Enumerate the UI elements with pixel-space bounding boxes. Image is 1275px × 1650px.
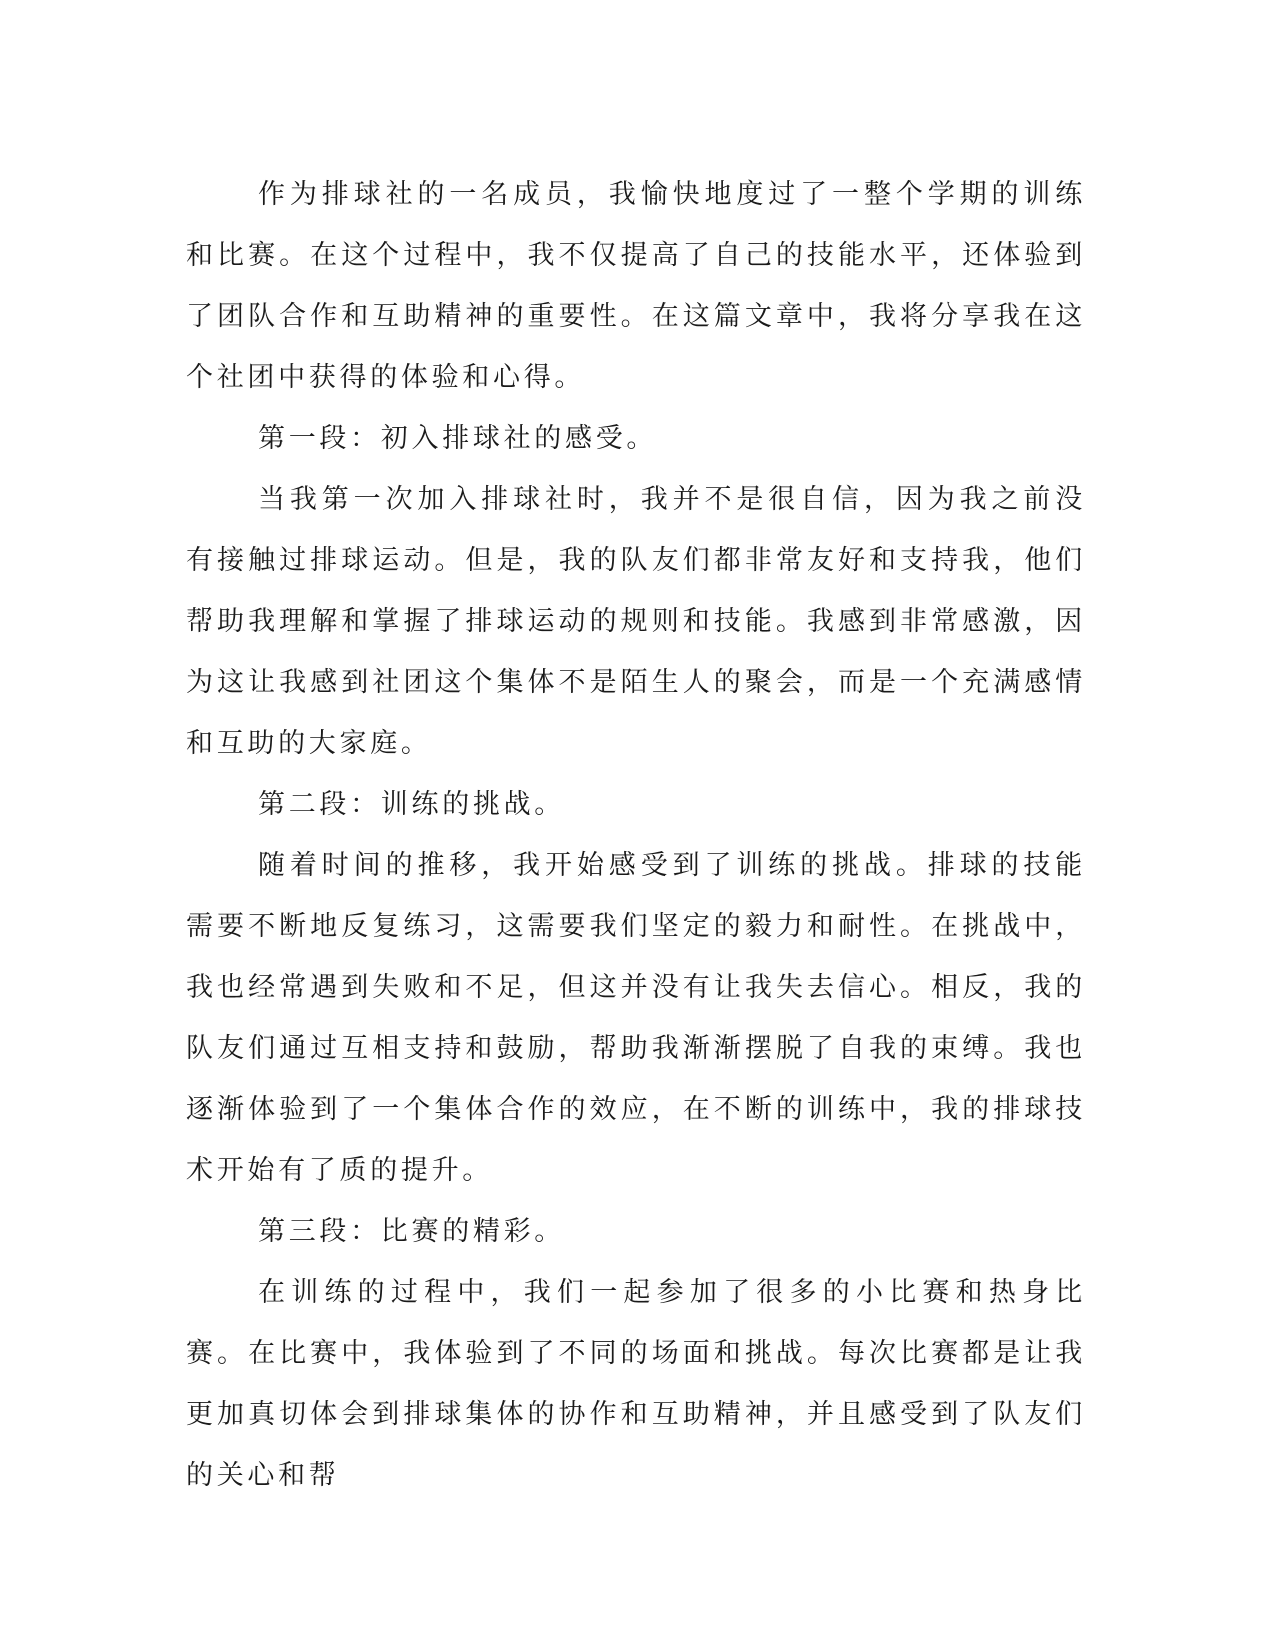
section-2-paragraph: 随着时间的推移，我开始感受到了训练的挑战。排球的技能需要不断地反复练习，这需要我们坚定的毅力和耐性。在挑战中，我也经常遇到失败和不足，但这并没有让我失去信心。相反，我的队友们通过互相支持和鼓励，帮助我渐渐摆脱了自我的束缚。我也逐渐体验到了一个集体合作的效应，在不断的训练中，我的排球技术开始有了质的提升。 bbox=[186, 850, 1086, 1186]
section-heading-3: 第三段：比赛的精彩。 bbox=[258, 1216, 565, 1247]
document-body bbox=[186, 164, 1086, 1506]
intro-paragraph: 作为排球社的一名成员，我愉快地度过了一整个学期的训练和比赛。在这个过程中，我不仅提高了自己的技能水平，还体验到了团队合作和互助精神的重要性。在这篇文章中，我将分享我在这个社团中获得的体验和心得。 bbox=[186, 179, 1086, 393]
section-1-paragraph: 当我第一次加入排球社时，我并不是很自信，因为我之前没有接触过排球运动。但是，我的队友们都非常友好和支持我，他们帮助我理解和掌握了排球运动的规则和技能。我感到非常感激，因为这让我感到社团这个集体不是陌生人的聚会，而是一个充满感情和互助的大家庭。 bbox=[186, 484, 1086, 759]
section-heading-1: 第一段：初入排球社的感受。 bbox=[258, 423, 658, 454]
section-3-paragraph: 在训练的过程中，我们一起参加了很多的小比赛和热身比赛。在比赛中，我体验到了不同的场面和挑战。每次比赛都是让我更加真切体会到排球集体的协作和互助精神，并且感受到了队友们的关心和帮 bbox=[186, 1277, 1086, 1491]
section-heading-2: 第二段：训练的挑战。 bbox=[258, 789, 565, 820]
